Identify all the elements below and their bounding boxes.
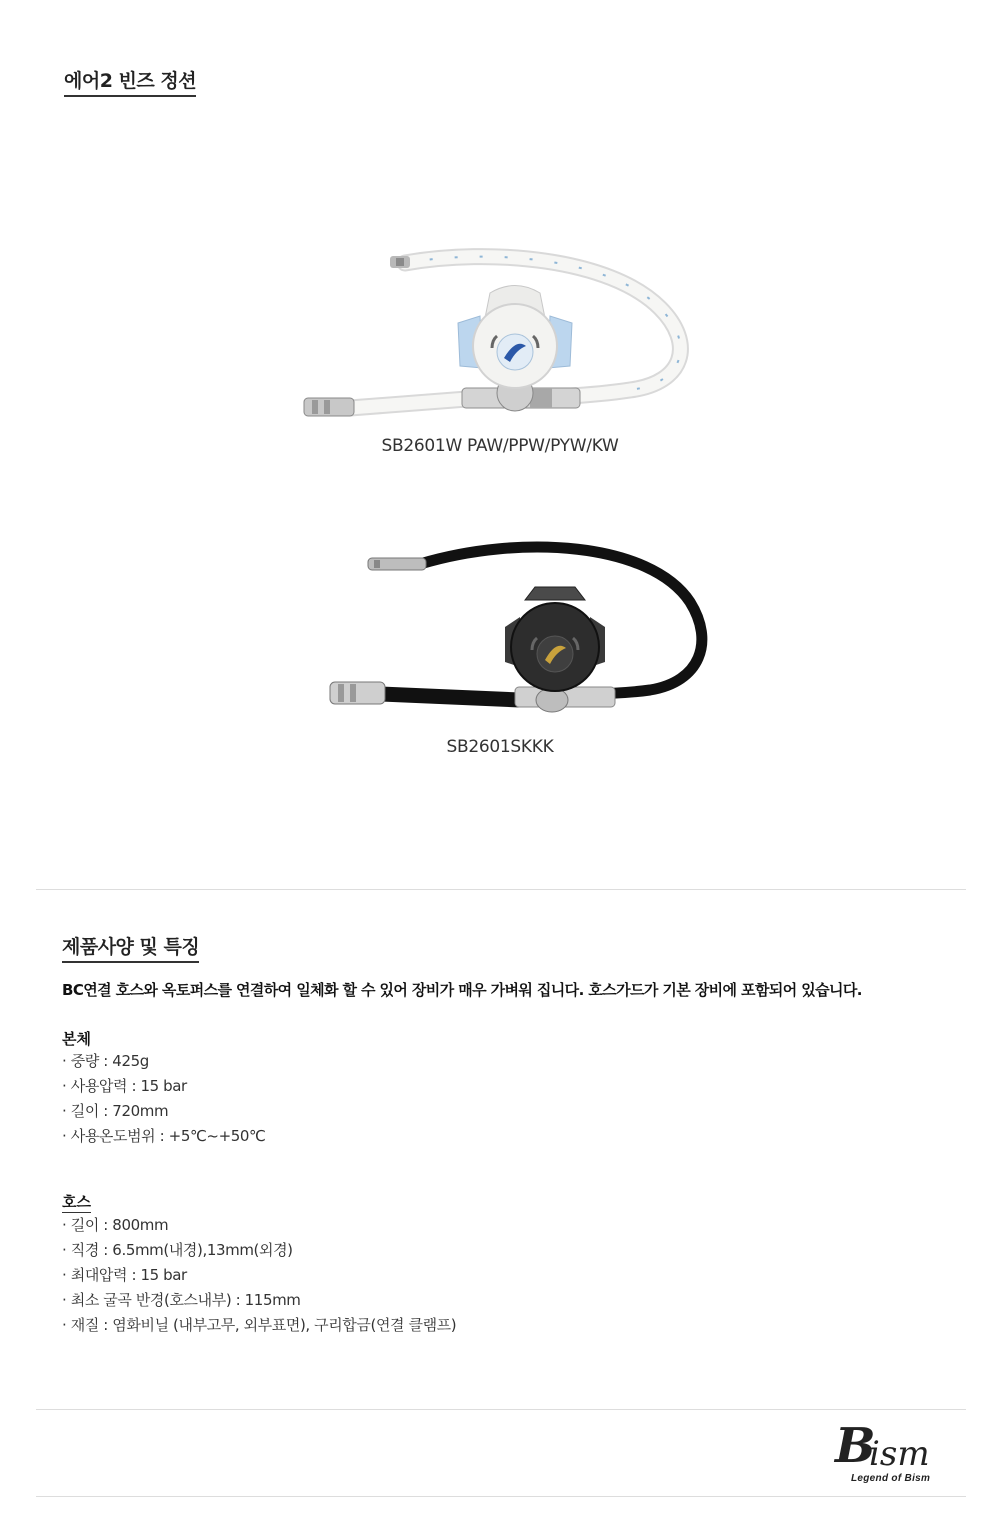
footer-divider-bottom [36,1496,966,1497]
footer-divider-top [36,1409,966,1410]
brand-logo-initial: B [835,1418,876,1474]
body-spec-length: · 길이 : 720mm [62,1102,169,1120]
hose-spec-list [62,1213,456,1338]
hose-spec-max-pressure: · 최대압력 : 15 bar [62,1266,187,1284]
body-spec-list [62,1049,266,1149]
section-divider [36,889,966,890]
body-group-title: 본체 [62,1030,91,1048]
product-image-black [320,532,710,717]
body-spec-weight: · 중량 : 425g [62,1052,149,1070]
specs-title: 제품사양 및 특징 [62,932,199,963]
hose-spec-bend-radius: · 최소 굴곡 반경(호스내부) : 115mm [62,1291,301,1309]
product-image-white [290,238,700,423]
body-spec-temperature: · 사용온도범위 : +5℃~+50℃ [62,1127,266,1145]
product-caption-black: SB2601SKKK [446,737,554,757]
brand-logo [835,1418,965,1488]
page-title: 에어2 빈즈 정션 [64,66,196,97]
hose-spec-diameter: · 직경 : 6.5mm(내경),13mm(외경) [62,1241,293,1259]
specs-description: BC연결 호스와 옥토퍼스를 연결하여 일체화 할 수 있어 장비가 매우 가벼워 집니다. 호스가드가 기본 장비에 포함되어 있습니다. [62,981,862,999]
brand-tagline: Legend of Bism [851,1473,931,1484]
hose-group-title: 호스 [62,1193,91,1211]
hose-spec-material: · 재질 : 염화비닐 (내부고무, 외부표면), 구리합금(연결 클램프) [62,1316,457,1334]
product-caption-white: SB2601W PAW/PPW/PYW/KW [381,436,619,456]
body-spec-pressure: · 사용압력 : 15 bar [62,1077,187,1095]
brand-logo-wordmark: ism [869,1434,930,1474]
hose-spec-length: · 길이 : 800mm [62,1216,169,1234]
